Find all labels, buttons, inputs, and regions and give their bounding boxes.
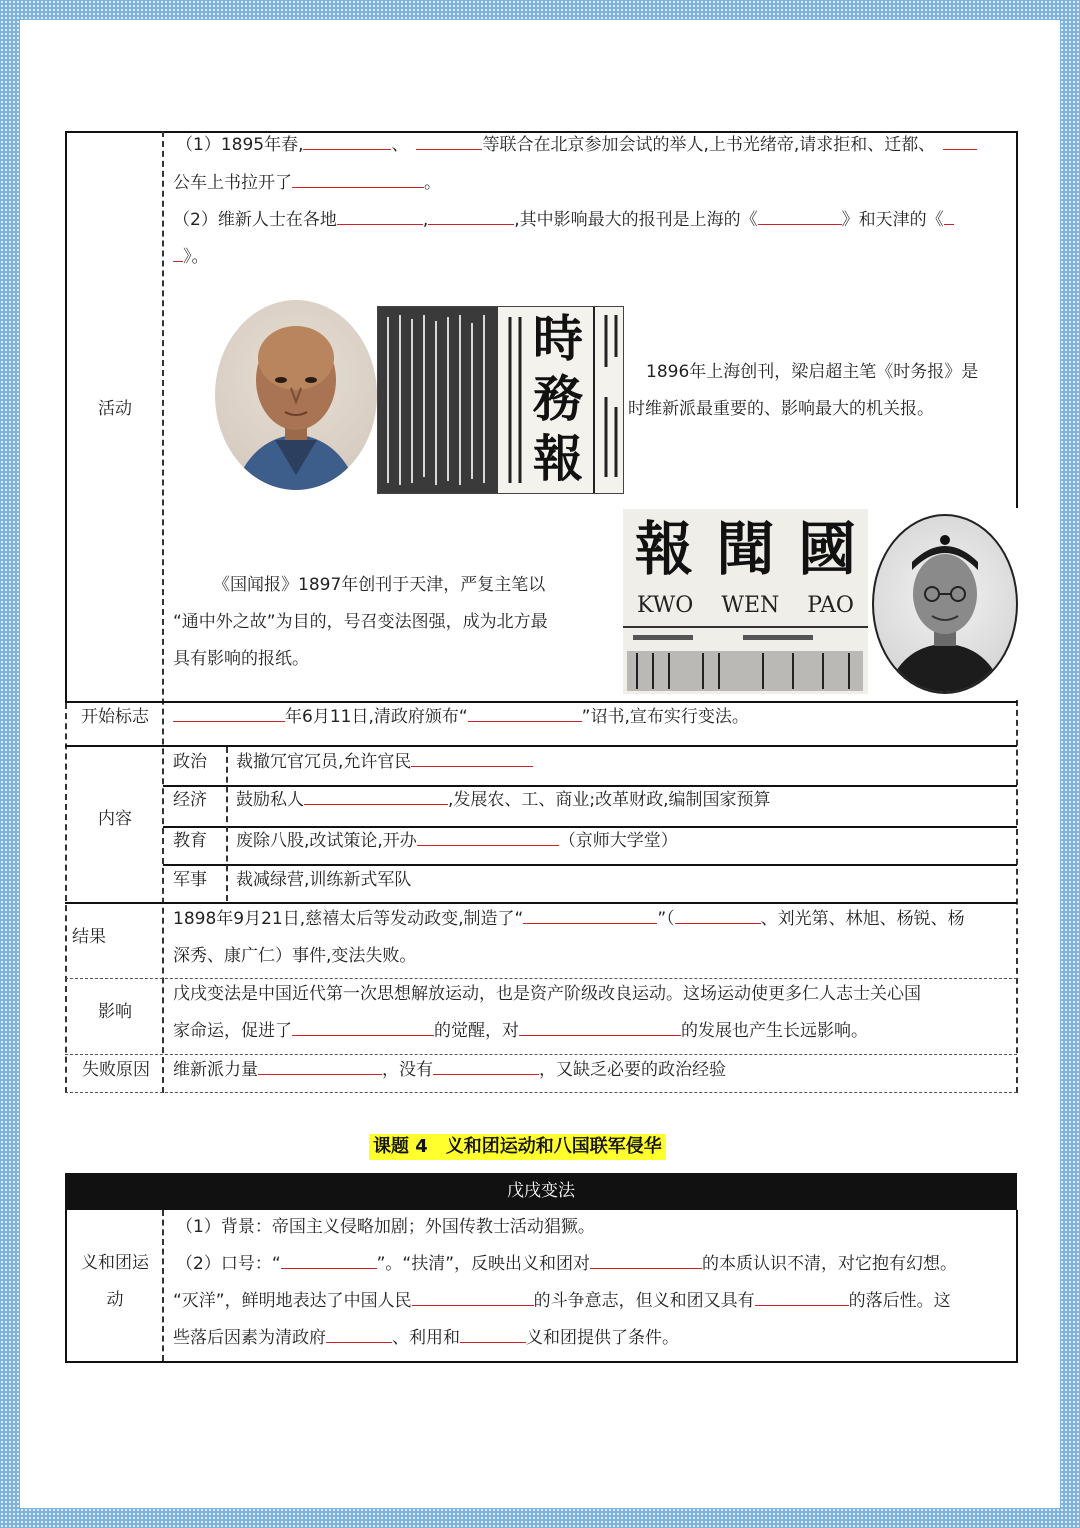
label-influence: 影响 <box>98 1002 132 1022</box>
table2-bottom-border <box>65 1361 1018 1363</box>
blank[interactable] <box>433 1060 539 1075</box>
blank[interactable] <box>417 831 559 846</box>
masthead-char: 務 <box>533 369 583 428</box>
label-failure: 失败原因 <box>82 1060 150 1080</box>
boxer-line3: “灭洋”，鲜明地表达了中国人民 的斗争意志，但义和团又具有 的落后性。这 <box>173 1291 951 1311</box>
blank[interactable] <box>411 752 533 767</box>
table1-left-border-top <box>65 131 67 703</box>
guowenbao-image <box>623 509 868 694</box>
newspaper-texture-icon <box>623 623 868 694</box>
masthead-char: 國 <box>798 515 857 583</box>
label-activity: 活动 <box>98 399 132 419</box>
shiwubao-masthead <box>528 309 588 489</box>
guowenbao-latin-title <box>623 593 868 619</box>
guowenbao-masthead <box>623 513 868 585</box>
boxer-line1: （1）背景：帝国主义侵略加剧；外国传教士活动猖獗。 <box>176 1217 595 1237</box>
blank[interactable] <box>337 210 423 225</box>
row-divider-content <box>65 745 1017 747</box>
content-cat-politics: 政治 <box>173 752 207 772</box>
label-start: 开始标志 <box>81 707 149 727</box>
portrait-illustration-icon <box>215 300 377 490</box>
guowenbao-caption-line3: 具有影响的报纸。 <box>173 649 309 669</box>
content-military-text: 裁减绿营,训练新式军队 <box>236 870 412 890</box>
blank[interactable] <box>428 210 514 225</box>
content-cat-military: 军事 <box>173 870 207 890</box>
table2-label-divider <box>162 1210 164 1361</box>
row-divider-content-2 <box>163 826 1017 828</box>
section-title: 课题 4 义和团运动和八国联军侵华 <box>369 1134 666 1160</box>
table1-bottom-border <box>65 1092 1017 1093</box>
liang-qichao-portrait <box>215 300 377 490</box>
table2-header <box>65 1173 1017 1210</box>
content-politics-text: 裁撤冗官冗员,允许官民 <box>236 752 533 772</box>
blank[interactable] <box>292 173 424 188</box>
row-divider-failure <box>65 1054 1017 1055</box>
blank[interactable] <box>944 210 954 225</box>
masthead-char: 報 <box>533 429 583 488</box>
guowenbao-caption-line2: “通中外之故”为目的，号召变法图强，成为北方最 <box>173 612 548 632</box>
row-divider-result <box>65 902 1017 904</box>
guowenbao-caption-line1: 《国闻报》1897年创刊于天津，严复主笔以 <box>213 575 546 595</box>
content-education-text: 废除八股,改试策论,开办 （京师大学堂） <box>236 831 678 851</box>
row-divider-content-3 <box>163 864 1017 866</box>
portrait-illustration-icon <box>874 516 1016 692</box>
latin-word: WEN <box>721 593 780 618</box>
failure-text: 维新派力量 ，没有 ，又缺乏必要的政治经验 <box>173 1060 726 1080</box>
start-text: 年6月11日,清政府颁布“ ”诏书,宣布实行变法。 <box>173 707 749 727</box>
blank[interactable] <box>292 1021 434 1036</box>
label-result: 结果 <box>72 927 106 947</box>
masthead-char: 報 <box>634 515 693 583</box>
table1-label-divider <box>162 131 164 1093</box>
activity-item1-line1: （1）1895年春, 、 等联合在北京参加会试的举人,上书光绪帝,请求拒和、迁都、 <box>176 135 977 155</box>
blank[interactable] <box>755 1291 849 1306</box>
table2-right-border <box>1016 1210 1018 1362</box>
latin-word: KWO <box>637 593 694 618</box>
masthead-char: 時 <box>533 309 583 368</box>
blank[interactable] <box>173 707 285 722</box>
content-cat-economy: 经济 <box>173 790 207 810</box>
boxer-line2: （2）口号：“ ”。“扶清”，反映出义和团对 的本质认识不清，对它抱有幻想。 <box>176 1254 958 1274</box>
content-economy-text: 鼓励私人 ,发展农、工、商业;改革财政,编制国家预算 <box>236 790 771 810</box>
blank[interactable] <box>326 1328 392 1343</box>
blank[interactable] <box>412 1291 534 1306</box>
blank[interactable] <box>523 909 657 924</box>
influence-line2: 家命运，促进了 的觉醒，对 的发展也产生长远影响。 <box>173 1021 868 1041</box>
blank[interactable] <box>468 707 582 722</box>
result-line1: 1898年9月21日,慈禧太后等发动政变,制造了“ ”（ 、刘光第、林旭、杨锐、杨 <box>173 909 965 929</box>
masthead-char: 聞 <box>716 515 775 583</box>
table1-right-border-activity <box>1016 131 1018 508</box>
table1-right-border-lower <box>1016 700 1018 1093</box>
row-divider-start <box>65 701 1017 703</box>
worksheet-page <box>20 20 1060 1508</box>
table2-header-title: 戊戌变法 <box>507 1181 575 1201</box>
blank[interactable] <box>519 1021 681 1036</box>
content-cat-divider <box>226 747 228 901</box>
label-boxer-movement-2: 动 <box>106 1290 124 1310</box>
activity-item2-line2: 》。 <box>173 247 209 267</box>
boxer-line4: 些落后因素为清政府 、利用和 义和团提供了条件。 <box>173 1328 679 1348</box>
blank[interactable] <box>943 135 977 150</box>
row-divider-influence <box>65 978 1017 979</box>
blank[interactable] <box>304 790 448 805</box>
activity-item2-line1: （2）维新人士在各地 , ,其中影响最大的报刊是上海的《 》和天津的《 <box>173 210 954 230</box>
table1-top-border <box>65 131 1017 133</box>
blank[interactable] <box>590 1254 702 1269</box>
blank[interactable] <box>758 210 842 225</box>
yan-fu-portrait <box>872 514 1018 694</box>
result-line2: 深秀、康广仁）事件,变法失败。 <box>173 946 417 966</box>
table2-left-border <box>65 1210 67 1362</box>
shiwubao-caption-line2: 时维新派最重要的、影响最大的机关报。 <box>628 399 934 419</box>
shiwubao-caption-line1: 1896年上海创刊，梁启超主笔《时务报》是 <box>646 362 979 382</box>
blank[interactable] <box>416 135 482 150</box>
label-boxer-movement-1: 义和团运 <box>81 1253 149 1273</box>
blank[interactable] <box>173 247 183 262</box>
table1-left-border-lower <box>65 703 67 1093</box>
activity-item1-line2: 公车上书拉开了 。 <box>173 173 441 193</box>
blank[interactable] <box>281 1254 377 1269</box>
blank[interactable] <box>258 1060 382 1075</box>
blank[interactable] <box>675 909 761 924</box>
blank[interactable] <box>303 135 391 150</box>
blank[interactable] <box>460 1328 526 1343</box>
label-content: 内容 <box>98 809 132 829</box>
influence-line1: 戊戌变法是中国近代第一次思想解放运动，也是资产阶级改良运动。这场运动使更多仁人志士关心国 <box>173 984 921 1004</box>
row-divider-content-1 <box>163 785 1017 787</box>
shiwubao-image <box>377 306 624 494</box>
content-cat-education: 教育 <box>173 831 207 851</box>
latin-word: PAO <box>807 593 854 618</box>
